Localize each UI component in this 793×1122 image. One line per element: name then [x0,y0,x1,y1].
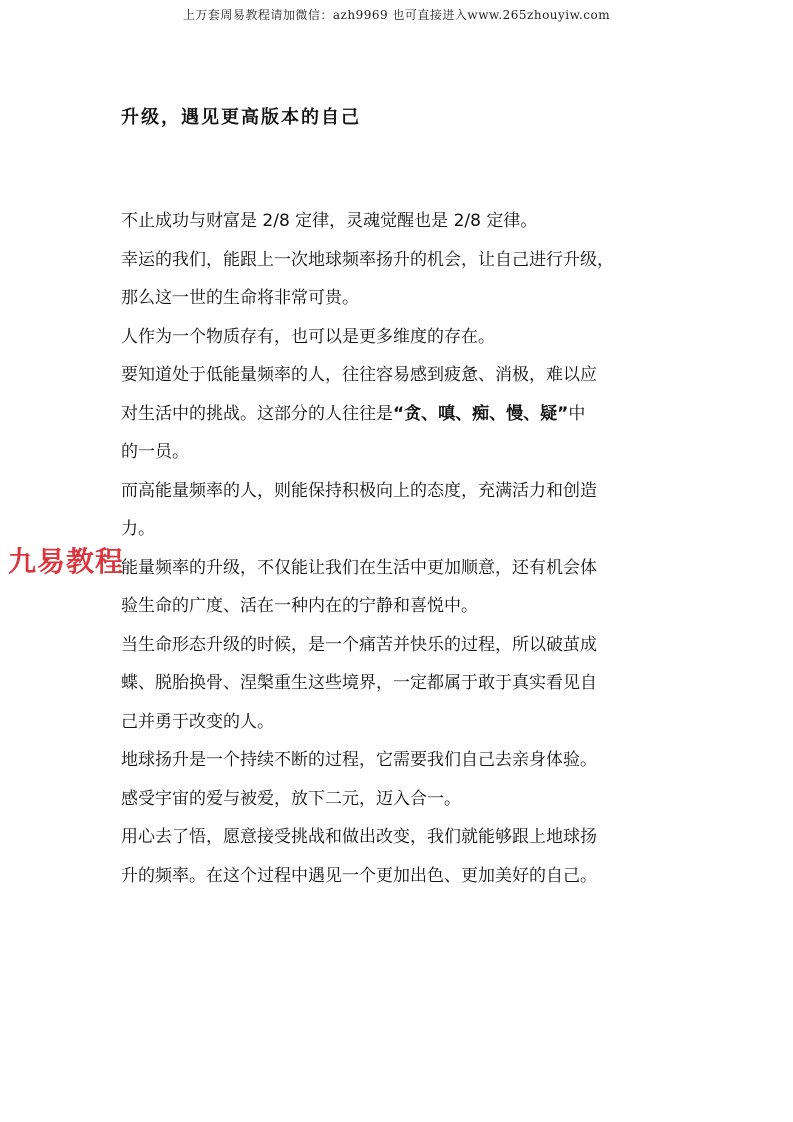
paragraph-line: 而高能量频率的人，则能保持积极向上的态度，充满活力和创造 [121,480,597,501]
document-body [121,202,681,895]
document-title: 升级，遇见更高版本的自己 [121,107,361,128]
paragraph-line: 感受宇宙的爱与被爱，放下二元，迈入合一。 [121,788,461,809]
paragraph-line: 蝶、脱胎换骨、涅槃重生这些境界，一定都属于敢于真实看见自 [121,673,597,693]
paragraph-line: 人作为一个物质存有，也可以是更多维度的存在。 [121,326,495,347]
paragraph-line: 的一员。 [121,442,189,462]
line-segment: 对生活中的挑战。这部分的人往往是 [121,403,393,424]
line-segment: 中 [568,403,586,424]
paragraph-line: 力。 [121,519,155,539]
paragraph-line: 升的频率。在这个过程中遇见一个更加出色、更加美好的自己。 [121,865,597,886]
paragraph-line: 地球扬升是一个持续不断的过程，它需要我们自己去亲身体验。 [121,750,597,770]
paragraph-line: 用心去了悟，愿意接受挑战和做出改变，我们就能够跟上地球扬 [121,827,597,847]
bold-phrase: “贪、嗔、痴、慢、疑” [393,403,569,424]
paragraph-line: 能量频率的升级，不仅能让我们在生活中更加顺意，还有机会体 [121,557,597,578]
paragraph-line: 那么这一世的生命将非常可贵。 [121,288,359,308]
paragraph-line: 不止成功与财富是 2/8 定律，灵魂觉醒也是 2/8 定律。 [121,211,538,231]
paragraph-line: 当生命形态升级的时候，是一个痛苦并快乐的过程，所以破茧成 [121,634,597,655]
paragraph-line: 验生命的广度、活在一种内在的宁静和喜悦中。 [121,596,478,616]
paragraph-line: 幸运的我们，能跟上一次地球频率扬升的机会，让自己进行升级， [121,249,614,270]
header-note: 上万套周易教程请加微信：azh9969 也可直接进入www.265zhouyiw.com [182,8,611,22]
watermark: 九易教程 [8,545,125,578]
paragraph-line [121,395,681,434]
paragraph-line: 己并勇于改变的人。 [121,711,274,732]
paragraph-line: 要知道处于低能量频率的人，往往容易感到疲惫、消极，难以应 [121,365,597,385]
